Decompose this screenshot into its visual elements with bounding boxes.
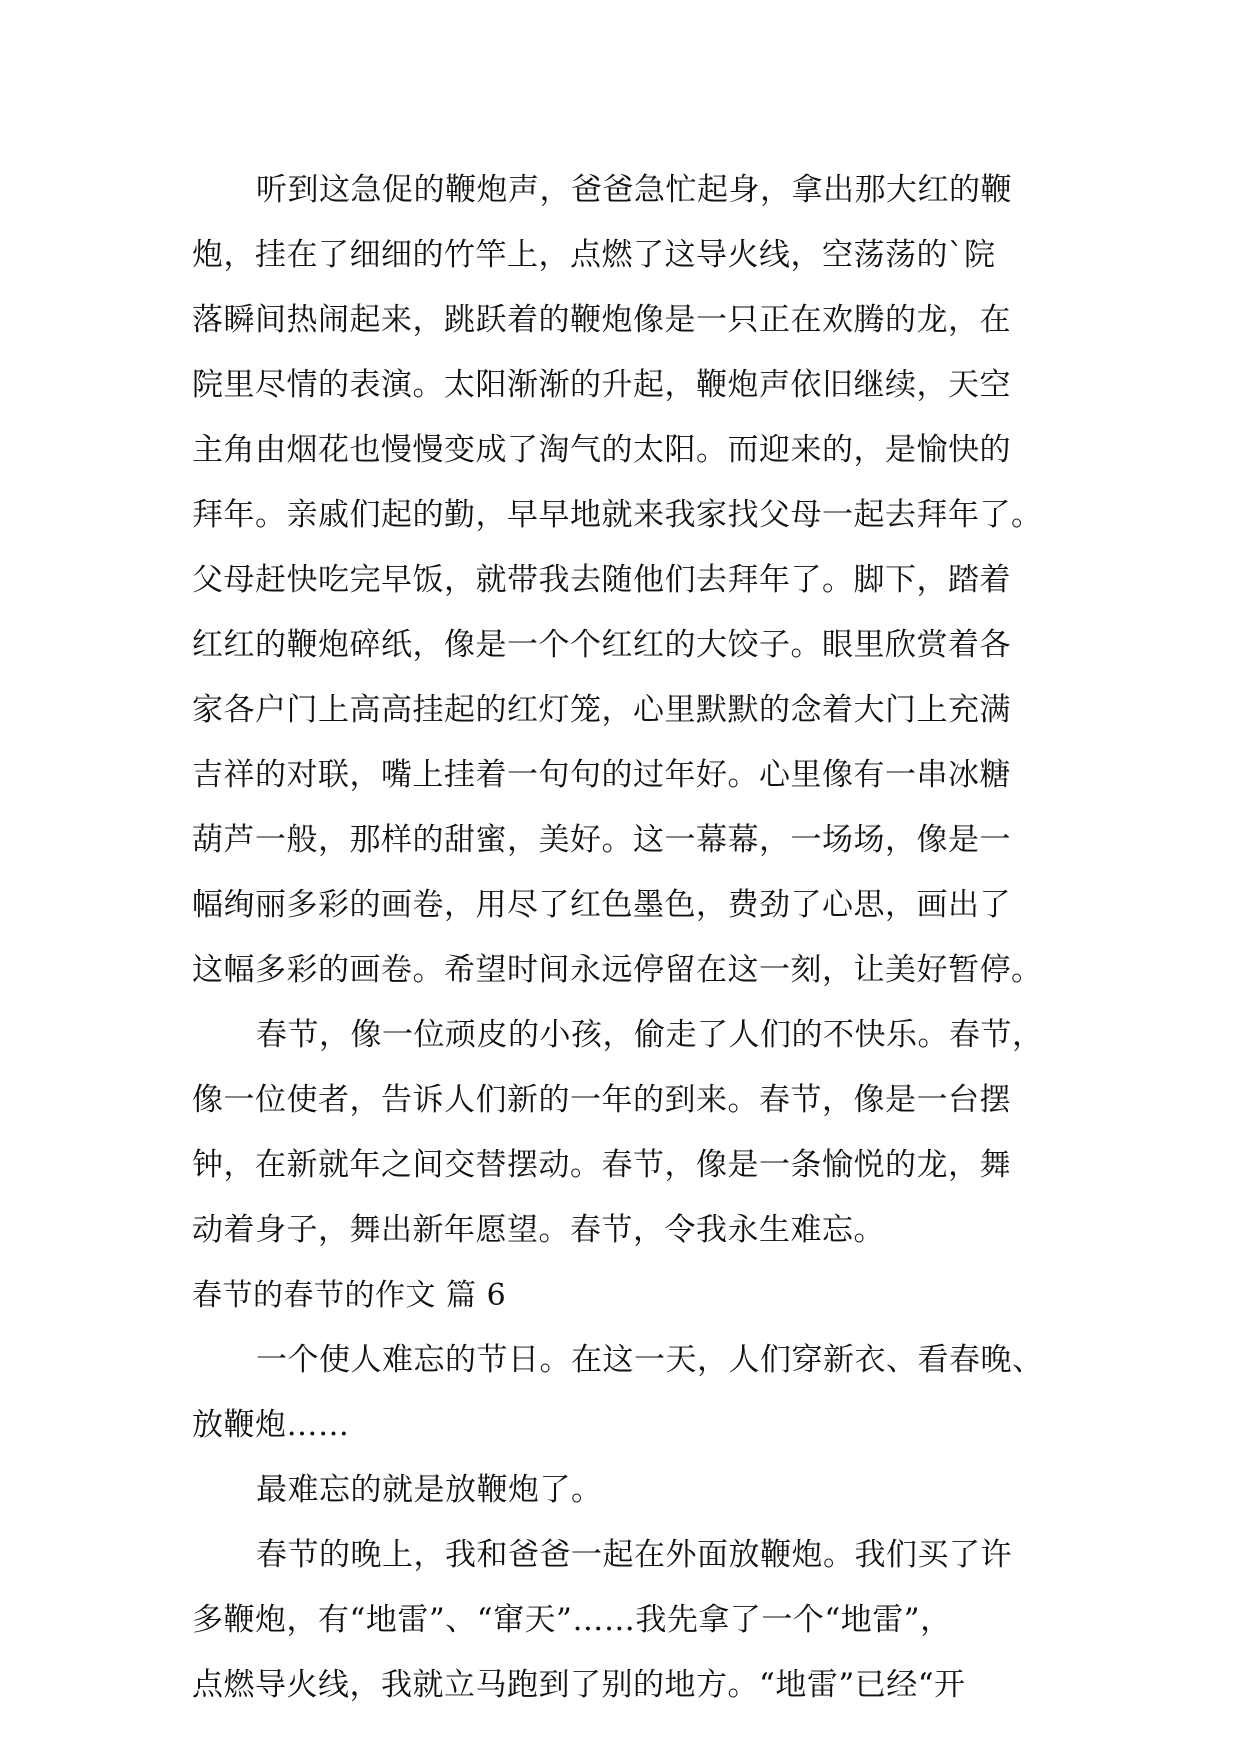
document-body	[192, 158, 1072, 1718]
text-line: 春节，像一位顽皮的小孩，偷走了人们的不快乐。春节，	[256, 1017, 1044, 1053]
text-line: 幅绚丽多彩的画卷，用尽了红色墨色，费劲了心思，画出了	[192, 887, 1011, 923]
text-line: 最难忘的就是放鞭炮了。	[256, 1472, 603, 1508]
text-line: 听到这急促的鞭炮声，爸爸急忙起身，拿出那大红的鞭	[256, 172, 1012, 208]
text-line: 吉祥的对联，嘴上挂着一句句的过年好。心里像有一串冰糖	[192, 757, 1011, 793]
text-line: 葫芦一般，那样的甜蜜，美好。这一幕幕，一场场，像是一	[192, 822, 1011, 858]
text-line: 主角由烟花也慢慢变成了淘气的太阳。而迎来的，是愉快的	[192, 432, 1011, 468]
text-line: 一个使人难忘的节日。在这一天，人们穿新衣、看春晚、	[256, 1342, 1044, 1378]
text-line: 院里尽情的表演。太阳渐渐的升起，鞭炮声依旧继续，天空	[192, 367, 1011, 403]
text-line: 拜年。亲戚们起的勤，早早地就来我家找父母一起去拜年了。	[192, 497, 1043, 533]
text-line: 这幅多彩的画卷。希望时间永远停留在这一刻，让美好暂停。	[192, 952, 1043, 988]
text-line: 春节的晚上，我和爸爸一起在外面放鞭炮。我们买了许	[256, 1537, 1012, 1573]
text-line: 家各户门上高高挂起的红灯笼，心里默默的念着大门上充满	[192, 692, 1011, 728]
text-line: 红红的鞭炮碎纸，像是一个个红红的大饺子。眼里欣赏着各	[192, 627, 1011, 663]
text-line: 像一位使者，告诉人们新的一年的到来。春节，像是一台摆	[192, 1082, 1011, 1118]
text-line: 点燃导火线，我就立马跑到了别的地方。“地雷”已经“开	[192, 1667, 966, 1703]
text-line: 动着身子，舞出新年愿望。春节，令我永生难忘。	[192, 1212, 885, 1248]
text-line: 父母赶快吃完早饭，就带我去随他们去拜年了。脚下，踏着	[192, 562, 1011, 598]
text-line: 钟，在新就年之间交替摆动。春节，像是一条愉悦的龙，舞	[192, 1147, 1011, 1183]
section-heading: 春节的春节的作文 篇 6	[192, 1278, 507, 1313]
text-line: 放鞭炮……	[192, 1407, 350, 1443]
text-line: 多鞭炮，有“地雷”、“窜天”……我先拿了一个“地雷”，	[192, 1602, 952, 1638]
text-line: 落瞬间热闹起来，跳跃着的鞭炮像是一只正在欢腾的龙，在	[192, 302, 1011, 338]
text-line: 炮，挂在了细细的竹竿上，点燃了这导火线，空荡荡的`院	[192, 237, 996, 273]
